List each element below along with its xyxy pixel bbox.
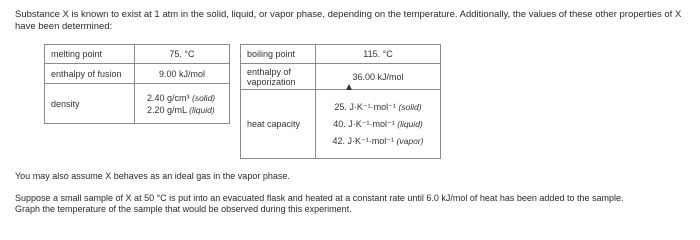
density-solid-value: 2.40 g/cm³	[146, 92, 190, 103]
heat-capacity-liquid-note: (liquid)	[397, 118, 423, 129]
enthalpy-fusion-value: 9.00 kJ/mol	[134, 64, 229, 84]
properties-table-right	[240, 44, 441, 159]
properties-table-left	[44, 44, 230, 124]
boiling-point-value: 115. °C	[316, 45, 441, 64]
table-row	[241, 64, 441, 90]
mouse-cursor-icon	[346, 84, 352, 90]
heat-capacity-values	[316, 90, 441, 159]
task-line-1: Suppose a small sample of X at 50 °C is put into an evacuated flask and heated at a constant rate until 6.0 kJ/mol of heat has been added to the sample.	[15, 193, 624, 203]
intro-text: Substance X is known to exist at 1 atm in the solid, liquid, or vapor phase, depending on the temperature. Additionally, the values of these other properties of X have been determined:	[15, 9, 682, 32]
enthalpy-fusion-label: enthalpy of fusion	[45, 64, 135, 84]
task-text	[15, 193, 690, 215]
table-row	[241, 90, 441, 159]
table-row	[45, 84, 230, 124]
density-label: density	[45, 84, 135, 124]
boiling-point-label: boiling point	[241, 45, 316, 64]
melting-point-label: melting point	[45, 45, 135, 64]
table-row	[241, 45, 441, 64]
heat-capacity-vapor-value: 42. J·K⁻¹·mol⁻¹	[332, 135, 395, 146]
heat-capacity-vapor-note: (vapor)	[396, 135, 424, 146]
enthalpy-vap-label-line2: vaporization	[247, 76, 296, 87]
task-line-2: Graph the temperature of the sample that would be observed during this experiment.	[15, 204, 352, 214]
heat-capacity-solid-note: (solid)	[398, 101, 422, 112]
heat-capacity-liquid-value: 40. J·K⁻¹·mol⁻¹	[333, 118, 395, 129]
density-values	[134, 84, 229, 124]
density-solid-note: (solid)	[191, 92, 216, 103]
table-row	[45, 45, 230, 64]
table-row	[45, 64, 230, 84]
density-liquid-note: (liquid)	[189, 104, 215, 115]
melting-point-value: 75. °C	[134, 45, 229, 64]
heat-capacity-label: heat capacity	[241, 90, 316, 159]
density-liquid-value: 2.20 g/mL	[146, 104, 187, 115]
enthalpy-vap-label-line1: enthalpy of	[247, 66, 292, 77]
heat-capacity-solid-value: 25. J·K⁻¹·mol⁻¹	[334, 101, 396, 112]
enthalpy-vaporization-value: 36.00 kJ/mol	[316, 64, 441, 90]
assumption-text: You may also assume X behaves as an ideal gas in the vapor phase.	[15, 171, 290, 181]
enthalpy-vaporization-label	[241, 64, 316, 90]
